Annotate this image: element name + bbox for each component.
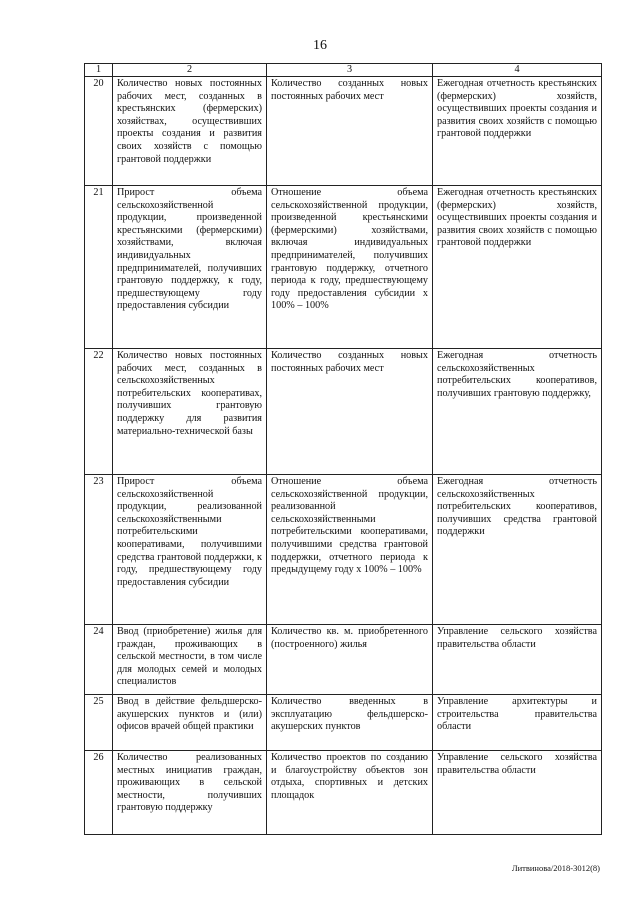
row-number: 25 — [85, 695, 113, 751]
method-cell: Количество кв. м. приобретенного (построенного) жилья — [267, 625, 433, 695]
indicator-cell: Ввод в действие фельдшерско-акушерских пунктов и (или) офисов врачей общей практики — [113, 695, 267, 751]
header-col-3: 3 — [267, 64, 433, 77]
source-cell: Управление сельского хозяйства правительства области — [433, 625, 602, 695]
table-row — [85, 349, 602, 475]
row-number: 23 — [85, 475, 113, 625]
row-number: 22 — [85, 349, 113, 475]
table-row — [85, 475, 602, 625]
indicator-cell: Ввод (приобретение) жилья для граждан, проживающих в сельской местности, в том числе для молодых семей и молодых специалистов — [113, 625, 267, 695]
table-row — [85, 625, 602, 695]
table-row — [85, 751, 602, 835]
header-col-2: 2 — [113, 64, 267, 77]
source-cell: Ежегодная отчетность крестьянских (фермерских) хозяйств, осуществивших проекты создания и развития своих хозяйств с помощью грантовой поддержки — [433, 186, 602, 349]
indicator-cell: Прирост объема сельскохозяйственной продукции, реализованной сельскохозяйственными потребительскими кооперативами, получившими средства грантовой поддержки, к году, предшествующему году предоставления субсидии — [113, 475, 267, 625]
indicator-cell: Прирост объема сельскохозяйственной продукции, произведенной крестьянскими (фермерскими) хозяйствами, включая индивидуальных предпринимателей, получивших грантовую поддержку, к году, предшествующему году предоставления субсидии — [113, 186, 267, 349]
row-number: 20 — [85, 77, 113, 186]
method-cell: Количество созданных новых постоянных рабочих мест — [267, 349, 433, 475]
row-number: 26 — [85, 751, 113, 835]
source-cell: Ежегодная отчетность крестьянских (фермерских) хозяйств, осуществивших проекты создания и развития своих хозяйств с помощью грантовой поддержки — [433, 77, 602, 186]
method-cell: Количество введенных в эксплуатацию фельдшерско-акушерских пунктов — [267, 695, 433, 751]
indicator-cell: Количество новых постоянных рабочих мест, созданных в сельскохозяйственных потребительских кооперативах, получивших грантовую поддержку для развития материально-технической базы — [113, 349, 267, 475]
source-cell: Ежегодная отчетность сельскохозяйственных потребительских кооперативов, получивших средства грантовой поддержки — [433, 475, 602, 625]
source-cell: Ежегодная отчетность сельскохозяйственных потребительских кооперативов, получивших грантовую поддержку, — [433, 349, 602, 475]
page-number: 16 — [313, 38, 327, 53]
indicators-table — [84, 63, 602, 835]
header-col-4: 4 — [433, 64, 602, 77]
row-number: 24 — [85, 625, 113, 695]
document-footer: Литвинова/2018-3012(8) — [511, 863, 600, 873]
table-header-row — [85, 64, 602, 77]
method-cell: Количество созданных новых постоянных рабочих мест — [267, 77, 433, 186]
source-cell: Управление сельского хозяйства правительства области — [433, 751, 602, 835]
indicator-cell: Количество реализованных местных инициатив граждан, проживающих в сельской местности, получивших грантовую поддержку — [113, 751, 267, 835]
table-row — [85, 186, 602, 349]
method-cell: Отношение объема сельскохозяйственной продукции, реализованной сельскохозяйственными потребительскими кооперативами, получившими средства грантовой поддержки, отчетного периода к предыдущему году х 100% – 100% — [267, 475, 433, 625]
header-col-1: 1 — [85, 64, 113, 77]
row-number: 21 — [85, 186, 113, 349]
indicator-cell: Количество новых постоянных рабочих мест, созданных в крестьянских (фермерских) хозяйствах, осуществивших проекты создания и развития своих хозяйств с помощью грантовой поддержки — [113, 77, 267, 186]
method-cell: Количество проектов по созданию и благоустройству объектов зон отдыха, спортивных и детских площадок — [267, 751, 433, 835]
method-cell: Отношение объема сельскохозяйственной продукции, произведенной крестьянскими (фермерскими) хозяйствами, включая индивидуальных предпринимателей, получивших грантовую поддержку, отчетного периода к году, предшествующему году предоставления субсидии х 100% – 100% — [267, 186, 433, 349]
source-cell: Управление архитектуры и строительства правительства области — [433, 695, 602, 751]
table-row — [85, 77, 602, 186]
table-row — [85, 695, 602, 751]
